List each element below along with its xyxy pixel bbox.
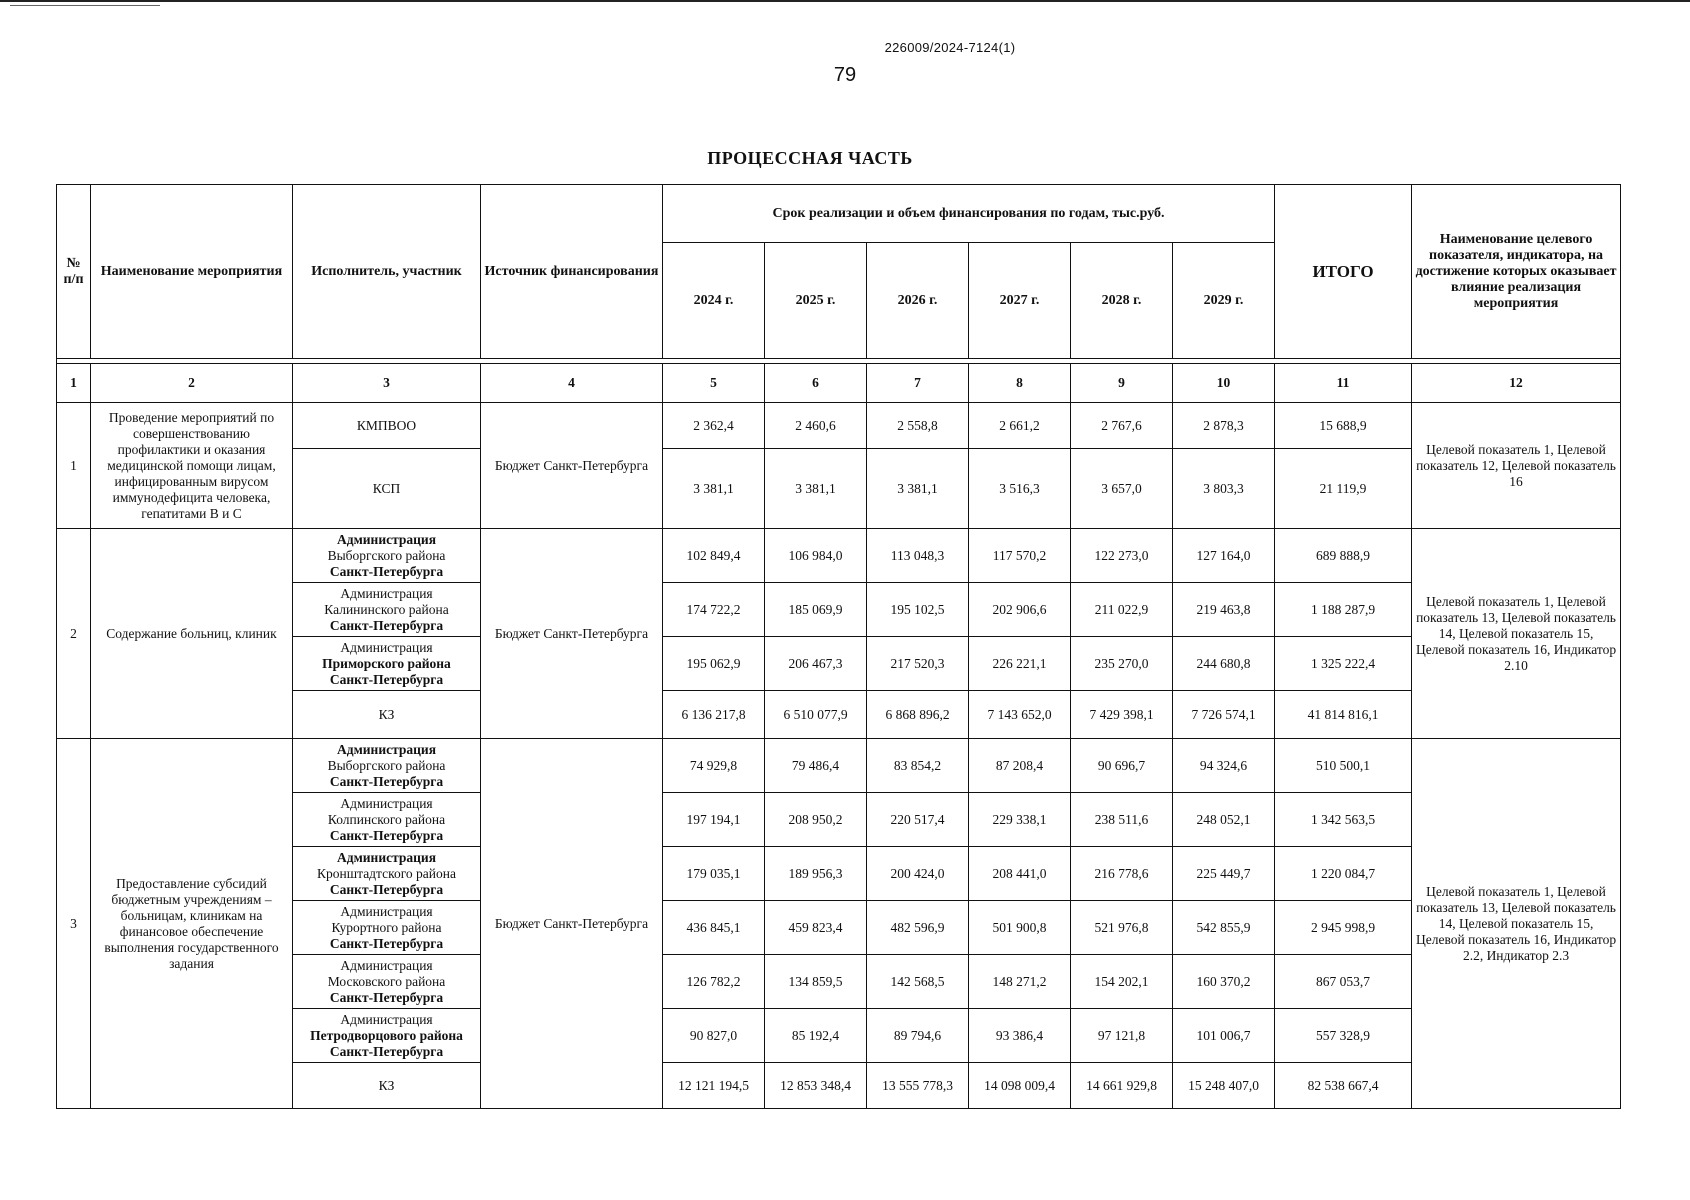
financing-table (56, 184, 1621, 1109)
value-cell: 93 386,4 (969, 1009, 1071, 1063)
executor-line: Санкт-Петербурга (329, 671, 444, 687)
value-cell: 89 794,6 (867, 1009, 969, 1063)
total-cell: 510 500,1 (1275, 739, 1412, 793)
value-cell: 79 486,4 (765, 739, 867, 793)
executor-line: Санкт-Петербурга (329, 935, 444, 951)
executor-line: Приморского района (322, 655, 451, 671)
value-cell: 94 324,6 (1173, 739, 1275, 793)
page-number: 79 (833, 64, 857, 86)
value-cell: 7 726 574,1 (1173, 691, 1275, 739)
header-year: 2027 г. (969, 243, 1071, 359)
activity-number: 1 (57, 403, 91, 529)
value-cell: 12 853 348,4 (765, 1063, 867, 1109)
value-cell: 185 069,9 (765, 583, 867, 637)
total-cell: 1 188 287,9 (1275, 583, 1412, 637)
executor-cell (293, 1063, 481, 1109)
value-cell: 97 121,8 (1071, 1009, 1173, 1063)
value-cell: 7 143 652,0 (969, 691, 1071, 739)
value-cell: 2 661,2 (969, 403, 1071, 449)
executor-line: Санкт-Петербурга (329, 989, 444, 1005)
executor-line: Санкт-Петербурга (329, 1043, 444, 1059)
value-cell: 195 062,9 (663, 637, 765, 691)
executor-cell (293, 739, 481, 793)
value-cell: 15 248 407,0 (1173, 1063, 1275, 1109)
value-cell: 3 657,0 (1071, 449, 1173, 529)
executor-line: Выборгского района (327, 757, 446, 773)
value-cell: 197 194,1 (663, 793, 765, 847)
value-cell: 195 102,5 (867, 583, 969, 637)
activity-number: 2 (57, 529, 91, 739)
value-cell: 74 929,8 (663, 739, 765, 793)
value-cell: 90 827,0 (663, 1009, 765, 1063)
table-row (57, 529, 1621, 583)
executor-cell (293, 955, 481, 1009)
value-cell: 542 855,9 (1173, 901, 1275, 955)
value-cell: 220 517,4 (867, 793, 969, 847)
value-cell: 2 558,8 (867, 403, 969, 449)
value-cell: 14 661 929,8 (1071, 1063, 1173, 1109)
executor-line: Петродворцового района (310, 1027, 463, 1043)
source-cell: Бюджет Санкт-Петербурга (481, 403, 663, 529)
value-cell: 219 463,8 (1173, 583, 1275, 637)
executor-line: Администрация (336, 531, 436, 547)
header-no: № п/п (57, 185, 91, 359)
executor-line: Колпинского района (327, 811, 446, 827)
executor-line: Администрация (340, 795, 433, 811)
value-cell: 14 098 009,4 (969, 1063, 1071, 1109)
executor-line: Выборгского района (327, 547, 446, 563)
total-cell: 21 119,9 (1275, 449, 1412, 529)
section-title: ПРОЦЕССНАЯ ЧАСТЬ (707, 148, 913, 168)
total-cell: 1 220 084,7 (1275, 847, 1412, 901)
value-cell: 90 696,7 (1071, 739, 1173, 793)
value-cell: 7 429 398,1 (1071, 691, 1173, 739)
header-indicator: Наименование целевого показателя, индикатора, на достижение которых оказывает влияние реализация мероприятия (1412, 185, 1621, 359)
executor-line: Санкт-Петербурга (329, 773, 444, 789)
value-cell: 189 956,3 (765, 847, 867, 901)
header-total: ИТОГО (1275, 185, 1412, 359)
total-cell: 1 325 222,4 (1275, 637, 1412, 691)
value-cell: 3 381,1 (765, 449, 867, 529)
total-cell: 557 328,9 (1275, 1009, 1412, 1063)
executor-line: Санкт-Петербурга (329, 563, 444, 579)
source-cell: Бюджет Санкт-Петербурга (481, 739, 663, 1109)
executor-cell (293, 901, 481, 955)
value-cell: 521 976,8 (1071, 901, 1173, 955)
value-cell: 2 767,6 (1071, 403, 1173, 449)
value-cell: 2 878,3 (1173, 403, 1275, 449)
value-cell: 229 338,1 (969, 793, 1071, 847)
source-cell: Бюджет Санкт-Петербурга (481, 529, 663, 739)
executor-cell (293, 449, 481, 529)
value-cell: 206 467,3 (765, 637, 867, 691)
column-numbers-row (57, 364, 1621, 403)
executor-cell (293, 637, 481, 691)
value-cell: 160 370,2 (1173, 955, 1275, 1009)
executor-line: Курортного района (331, 919, 442, 935)
column-number: 10 (1173, 364, 1275, 403)
executor-line: Администрация (340, 639, 433, 655)
value-cell: 200 424,0 (867, 847, 969, 901)
executor-cell (293, 1009, 481, 1063)
executor-line: Администрация (340, 957, 433, 973)
executor-line: КЗ (378, 706, 395, 722)
executor-line: Санкт-Петербурга (329, 617, 444, 633)
column-number: 12 (1412, 364, 1621, 403)
total-cell: 41 814 816,1 (1275, 691, 1412, 739)
value-cell: 3 516,3 (969, 449, 1071, 529)
column-number: 5 (663, 364, 765, 403)
value-cell: 122 273,0 (1071, 529, 1173, 583)
value-cell: 6 510 077,9 (765, 691, 867, 739)
value-cell: 225 449,7 (1173, 847, 1275, 901)
value-cell: 238 511,6 (1071, 793, 1173, 847)
value-cell: 3 803,3 (1173, 449, 1275, 529)
value-cell: 127 164,0 (1173, 529, 1275, 583)
scan-top-mark (10, 0, 160, 6)
indicator-cell: Целевой показатель 1, Целевой показатель 13, Целевой показатель 14, Целевой показатель 15, Целевой показатель 16, Индикатор 2.10 (1412, 529, 1621, 739)
value-cell: 202 906,6 (969, 583, 1071, 637)
value-cell: 113 048,3 (867, 529, 969, 583)
value-cell: 6 136 217,8 (663, 691, 765, 739)
executor-cell (293, 847, 481, 901)
value-cell: 436 845,1 (663, 901, 765, 955)
value-cell: 142 568,5 (867, 955, 969, 1009)
executor-line: Администрация (340, 585, 433, 601)
table-row (57, 403, 1621, 449)
value-cell: 179 035,1 (663, 847, 765, 901)
executor-line: Санкт-Петербурга (329, 827, 444, 843)
executor-line: Администрация (340, 1011, 433, 1027)
value-cell: 3 381,1 (867, 449, 969, 529)
column-number: 8 (969, 364, 1071, 403)
column-number: 9 (1071, 364, 1173, 403)
activity-name: Проведение мероприятий по совершенствованию профилактики и оказания медицинской помощи лицам, инфицированным вирусом иммунодефицита человека, гепатитами В и С (91, 403, 293, 529)
executor-line: Администрация (336, 849, 436, 865)
value-cell: 83 854,2 (867, 739, 969, 793)
header-year: 2026 г. (867, 243, 969, 359)
executor-line: Кронштадтского района (317, 865, 456, 881)
executor-line: КЗ (378, 1077, 395, 1093)
indicator-cell: Целевой показатель 1, Целевой показатель 13, Целевой показатель 14, Целевой показатель 15, Целевой показатель 16, Индикатор 2.2, Индикатор 2.3 (1412, 739, 1621, 1109)
value-cell: 248 052,1 (1173, 793, 1275, 847)
executor-cell (293, 583, 481, 637)
value-cell: 244 680,8 (1173, 637, 1275, 691)
executor-line: КСП (372, 480, 401, 496)
column-number: 7 (867, 364, 969, 403)
executor-line: Калининского района (324, 601, 449, 617)
executor-line: Московского района (327, 973, 446, 989)
total-cell: 867 053,7 (1275, 955, 1412, 1009)
executor-cell (293, 793, 481, 847)
executor-line: Администрация (340, 903, 433, 919)
value-cell: 3 381,1 (663, 449, 765, 529)
value-cell: 501 900,8 (969, 901, 1071, 955)
table-row (57, 739, 1621, 793)
executor-line: Санкт-Петербурга (329, 881, 444, 897)
activity-number: 3 (57, 739, 91, 1109)
column-number: 3 (293, 364, 481, 403)
executor-cell (293, 403, 481, 449)
document-number: 226009/2024-7124(1) (884, 40, 1016, 55)
value-cell: 174 722,2 (663, 583, 765, 637)
total-cell: 2 945 998,9 (1275, 901, 1412, 955)
header-source: Источник финансирования (481, 185, 663, 359)
column-number: 4 (481, 364, 663, 403)
header-year: 2024 г. (663, 243, 765, 359)
executor-cell (293, 529, 481, 583)
activity-name: Содержание больниц, клиник (91, 529, 293, 739)
column-number: 2 (91, 364, 293, 403)
value-cell: 482 596,9 (867, 901, 969, 955)
value-cell: 6 868 896,2 (867, 691, 969, 739)
value-cell: 2 460,6 (765, 403, 867, 449)
value-cell: 13 555 778,3 (867, 1063, 969, 1109)
header-period-group: Срок реализации и объем финансирования по годам, тыс.руб. (663, 185, 1275, 243)
header-name: Наименование мероприятия (91, 185, 293, 359)
value-cell: 87 208,4 (969, 739, 1071, 793)
activity-name: Предоставление субсидий бюджетным учреждениям – больницам, клиникам на финансовое обеспечение выполнения государственного задания (91, 739, 293, 1109)
value-cell: 459 823,4 (765, 901, 867, 955)
column-number: 11 (1275, 364, 1412, 403)
value-cell: 216 778,6 (1071, 847, 1173, 901)
header-year: 2025 г. (765, 243, 867, 359)
value-cell: 235 270,0 (1071, 637, 1173, 691)
value-cell: 126 782,2 (663, 955, 765, 1009)
column-number: 6 (765, 364, 867, 403)
header-executor: Исполнитель, участник (293, 185, 481, 359)
value-cell: 148 271,2 (969, 955, 1071, 1009)
value-cell: 134 859,5 (765, 955, 867, 1009)
indicator-cell: Целевой показатель 1, Целевой показатель 12, Целевой показатель 16 (1412, 403, 1621, 529)
column-number: 1 (57, 364, 91, 403)
value-cell: 2 362,4 (663, 403, 765, 449)
value-cell: 101 006,7 (1173, 1009, 1275, 1063)
total-cell: 1 342 563,5 (1275, 793, 1412, 847)
value-cell: 208 441,0 (969, 847, 1071, 901)
value-cell: 154 202,1 (1071, 955, 1173, 1009)
value-cell: 211 022,9 (1071, 583, 1173, 637)
executor-line: Администрация (336, 741, 436, 757)
executor-line: КМПВОО (356, 417, 417, 433)
total-cell: 689 888,9 (1275, 529, 1412, 583)
scan-top-edge (0, 0, 1690, 2)
value-cell: 208 950,2 (765, 793, 867, 847)
value-cell: 12 121 194,5 (663, 1063, 765, 1109)
value-cell: 106 984,0 (765, 529, 867, 583)
executor-cell (293, 691, 481, 739)
total-cell: 82 538 667,4 (1275, 1063, 1412, 1109)
value-cell: 226 221,1 (969, 637, 1071, 691)
header-year: 2028 г. (1071, 243, 1173, 359)
value-cell: 102 849,4 (663, 529, 765, 583)
value-cell: 217 520,3 (867, 637, 969, 691)
value-cell: 85 192,4 (765, 1009, 867, 1063)
total-cell: 15 688,9 (1275, 403, 1412, 449)
value-cell: 117 570,2 (969, 529, 1071, 583)
header-year: 2029 г. (1173, 243, 1275, 359)
